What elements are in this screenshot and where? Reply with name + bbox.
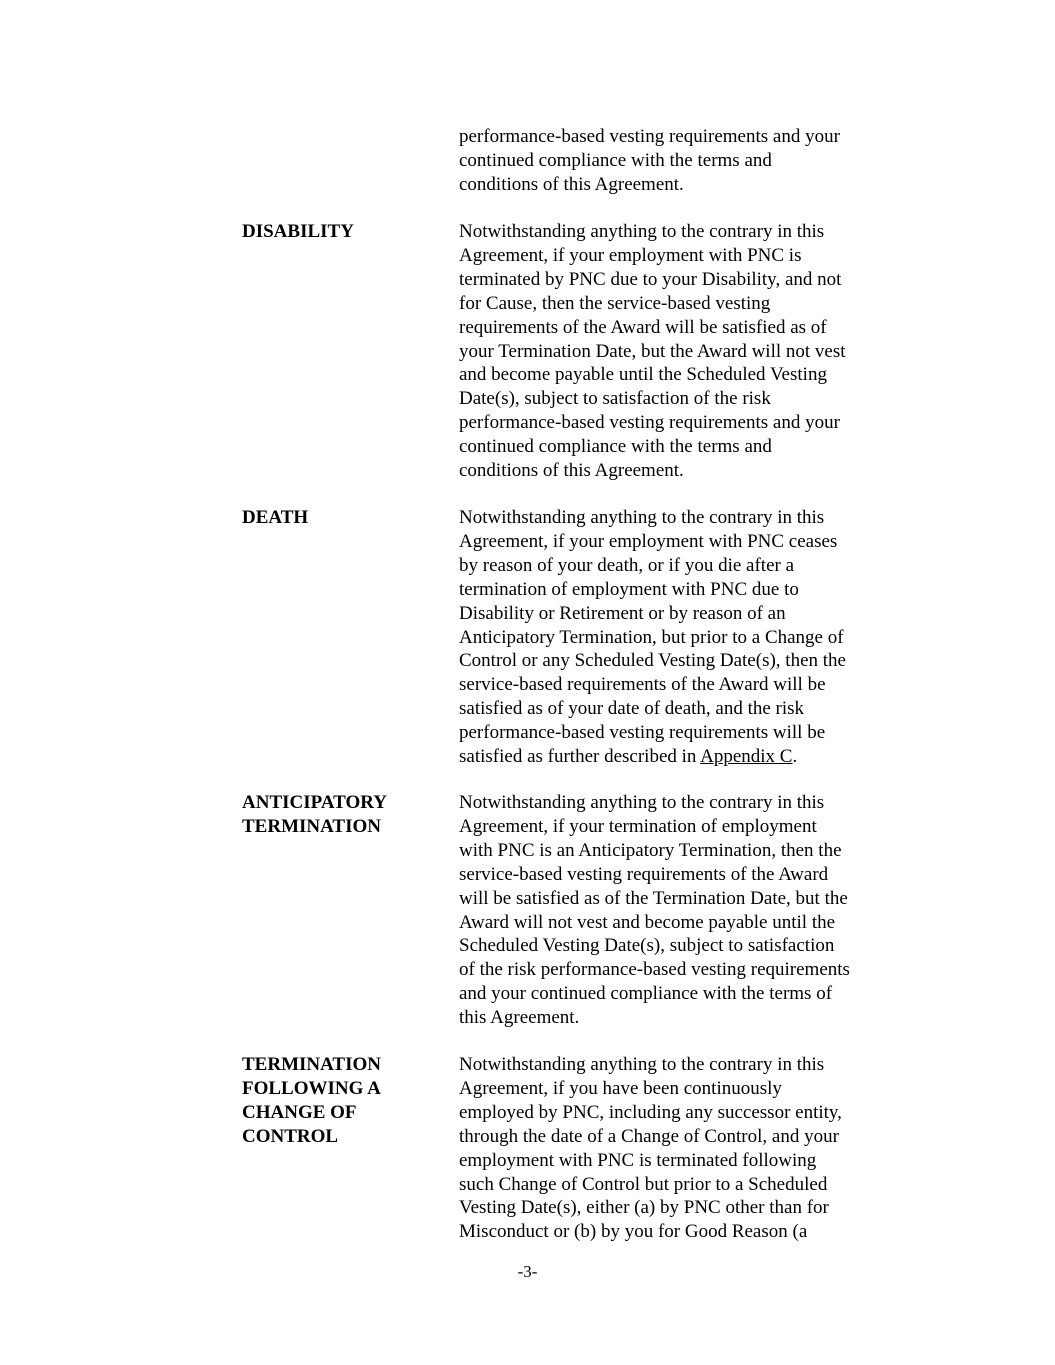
section-heading: DEATH <box>242 507 309 528</box>
intro-text: performance-based vesting requirements and your continued compliance with the terms and conditions of this Agreement. <box>459 126 840 195</box>
section-body: Notwithstanding anything to the contrary in this Agreement, if your termination of employment with PNC is an Anticipatory Termination, then the service-based vesting requirements of the Award will be satisfied as of the Termination Date, but the Award will not vest and become payable until the Scheduled Vesting Date(s), subject to satisfaction of the risk performance-based vesting requirements and your continued compliance with the terms of this Agreement. <box>459 792 850 1029</box>
section-heading: DISABILITY <box>242 221 354 242</box>
section-heading: TERMINATION FOLLOWING A CHANGE OF CONTROL <box>242 1054 381 1147</box>
section-heading: ANTICIPATORY TERMINATION <box>242 792 388 837</box>
section-body: Notwithstanding anything to the contrary in this Agreement, if your employment with PNC ceases by reason of your death, or if you die after a termination of employment with PNC due to Disability or Retirement or by reason of an Anticipatory Termination, but prior to a Change of Control or any Scheduled Vesting Date(s), then the service-based requirements of the Award will be satisfied as of your date of death, and the risk performance-based vesting requirements will be satisfied as further described in Appendix C. <box>459 506 899 769</box>
page-number: -3- <box>517 1262 538 1281</box>
last-line: satisfied as further described in Appendix C. <box>459 746 798 768</box>
section-body: Notwithstanding anything to the contrary in this Agreement, if your employment with PNC is terminated by PNC due to your Disability, and not for Cause, then the service-based vesting requirements of the Award will be satisfied as of your Termination Date, but the Award will not vest and become payable until the Scheduled Vesting Date(s), subject to satisfaction of the risk performance-based vesting requirements and your continued compliance with the terms and conditions of this Agreement. <box>459 221 846 482</box>
section-body: Notwithstanding anything to the contrary in this Agreement, if you have been continuously employed by PNC, including any successor entity, through the date of a Change of Control, and your employment with PNC is terminated following such Change of Control but prior to a Scheduled Vesting Date(s), either (a) by PNC other than for Misconduct or (b) by you for Good Reason (a <box>459 1054 842 1243</box>
appendix-c-link[interactable]: Appendix C <box>700 746 793 768</box>
